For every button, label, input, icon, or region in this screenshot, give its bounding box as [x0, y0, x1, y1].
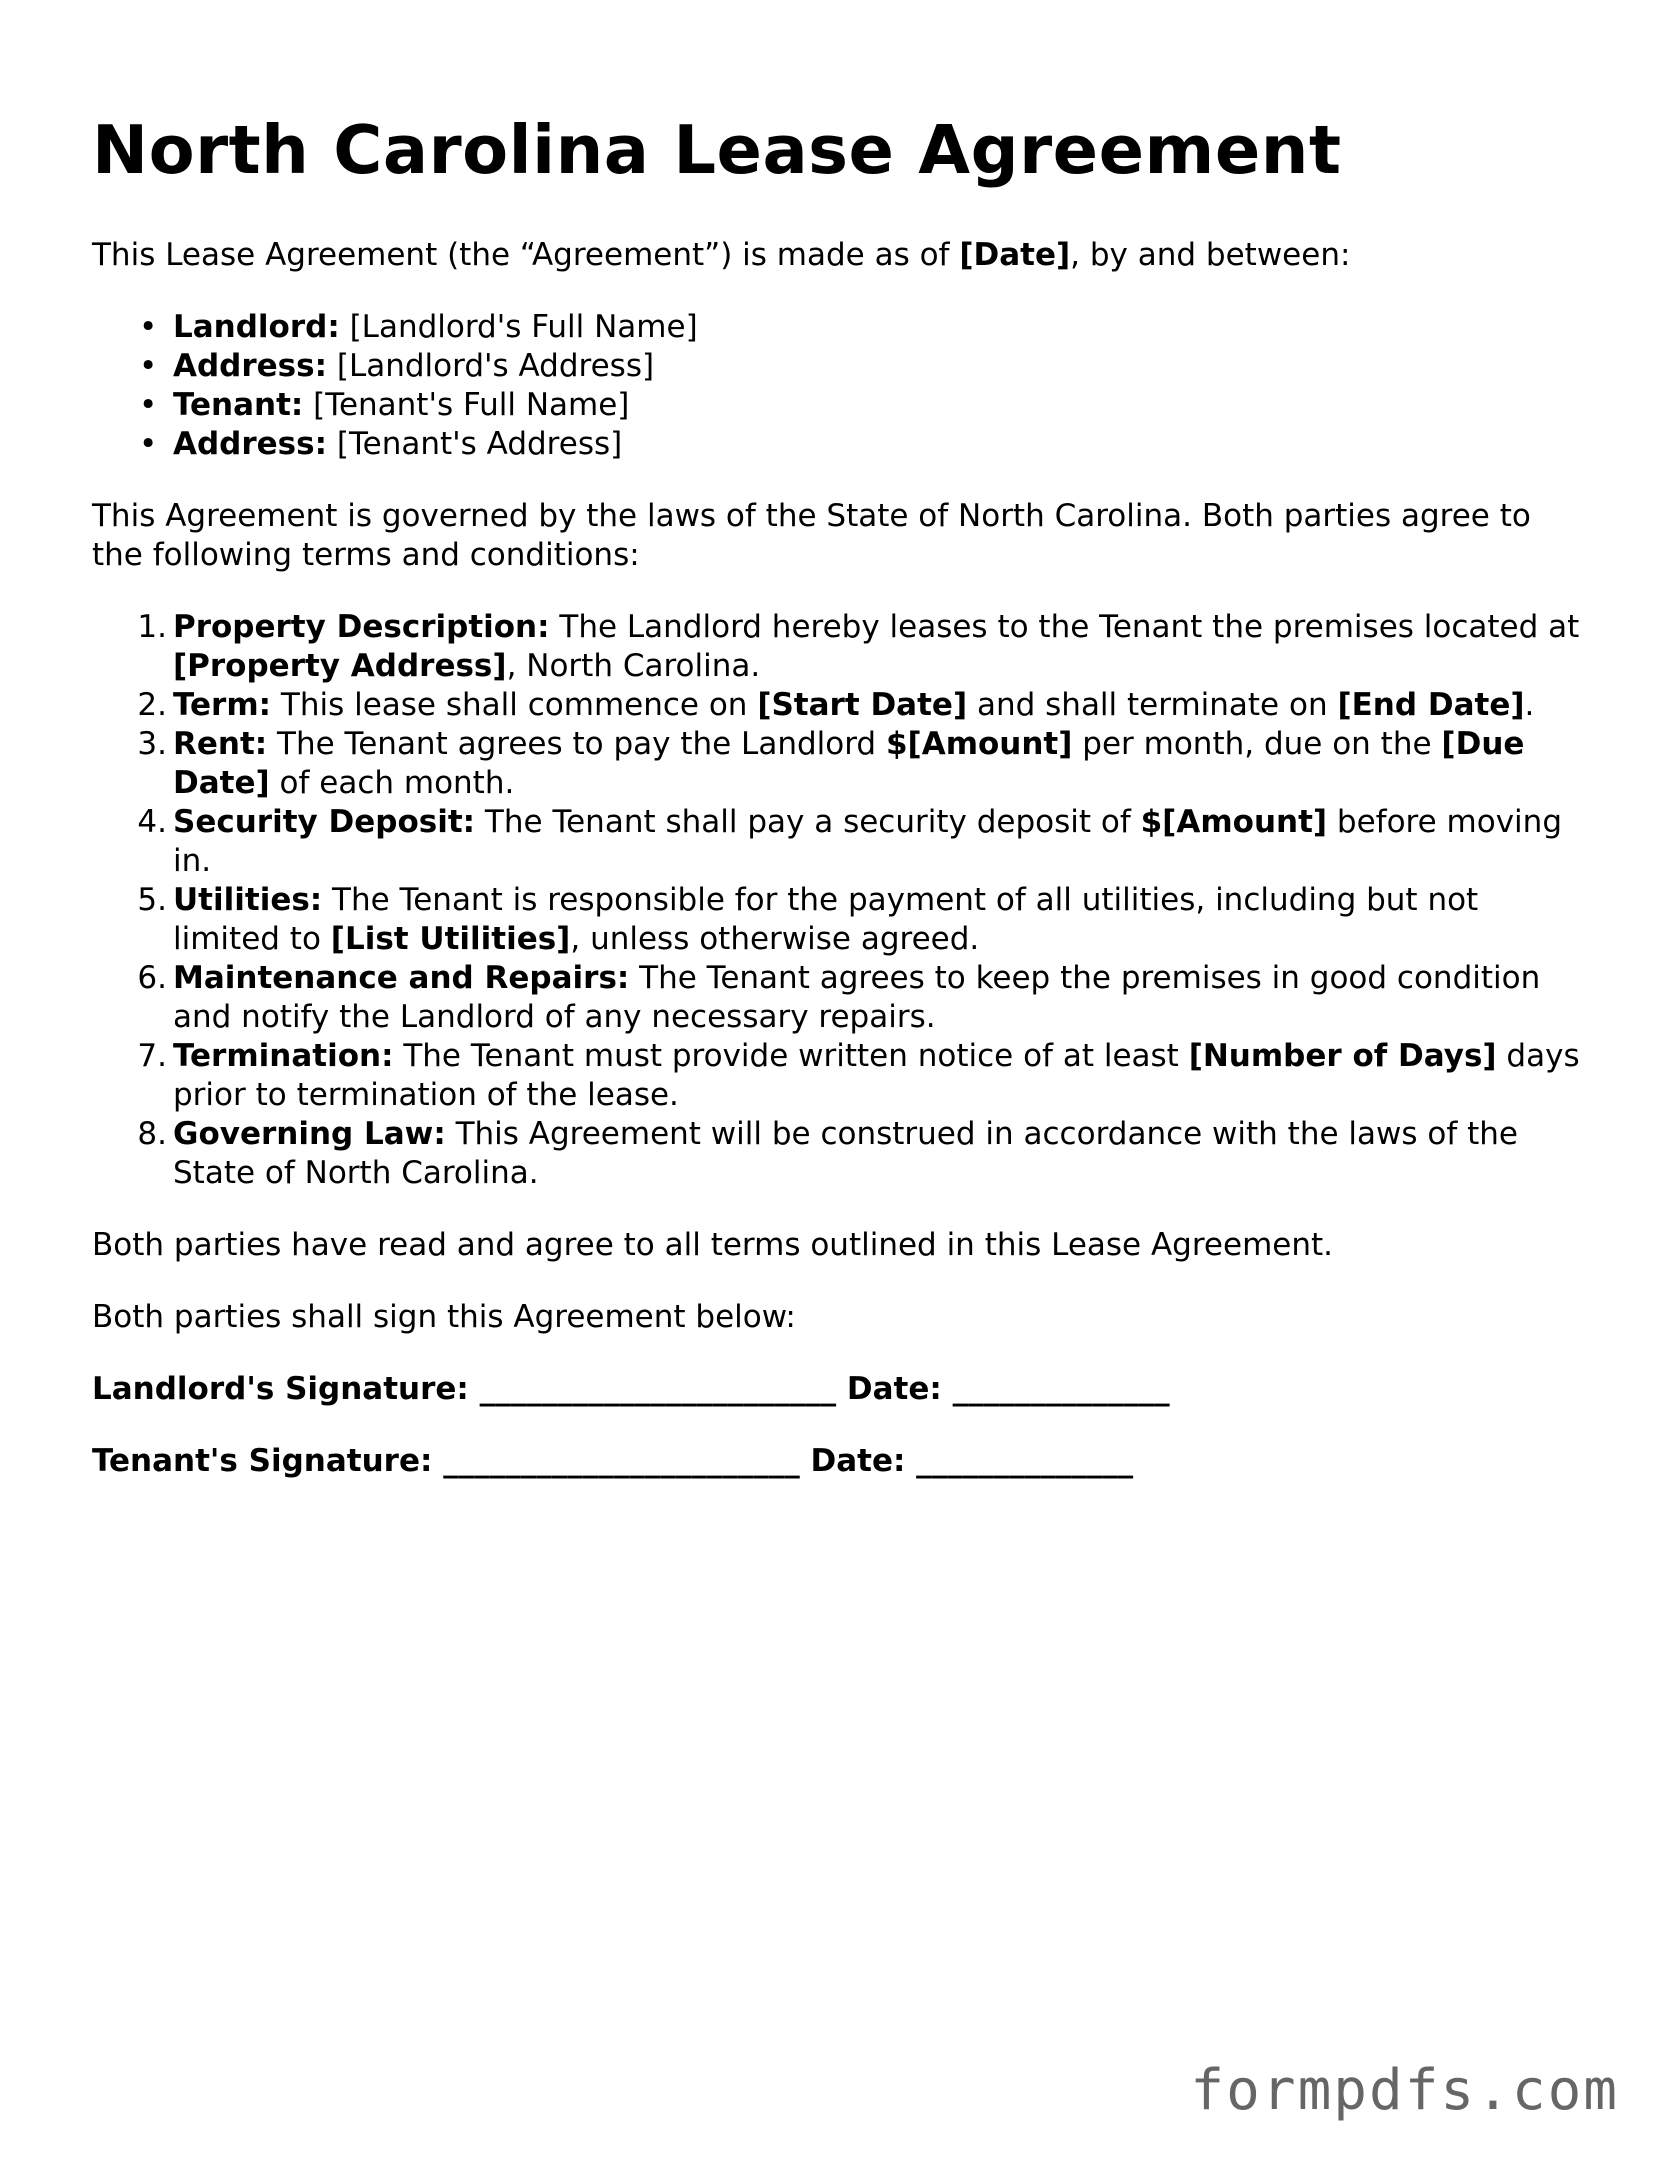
tenant-date-field[interactable]: ______________ [916, 1443, 1134, 1479]
term-item-term [137, 686, 1582, 725]
date-label: Date: [799, 1443, 917, 1479]
party-value: [Tenant's Full Name] [303, 387, 630, 423]
landlord-signature-field[interactable]: _______________________ [479, 1371, 837, 1407]
term-placeholder: [Property Address] [173, 648, 507, 684]
term-text: of each month. [269, 765, 515, 801]
term-number: 7. [137, 1038, 167, 1074]
party-label: Address: [173, 426, 327, 462]
term-item-security-deposit [137, 803, 1582, 881]
term-text: The Tenant agrees to pay the Landlord [267, 726, 886, 762]
term-text: The Tenant is responsible for the payment of all utilities, including but not limited to [173, 882, 1479, 957]
party-item-landlord [173, 308, 1582, 347]
tenant-signature-row [92, 1442, 1582, 1481]
term-label: Maintenance and Repairs: [173, 960, 630, 996]
party-value: [Landlord's Full Name] [339, 309, 698, 345]
intro-text-after: , by and between: [1070, 237, 1351, 273]
term-number: 4. [137, 804, 167, 840]
term-placeholder: [End Date] [1337, 687, 1525, 723]
party-label: Address: [173, 348, 327, 384]
agreement-statement: Both parties have read and agree to all terms outlined in this Lease Agreement. [92, 1227, 1333, 1263]
term-number: 6. [137, 960, 167, 996]
term-placeholder: [Number of Days] [1188, 1038, 1497, 1074]
party-value: [Landlord's Address] [327, 348, 655, 384]
signature-label: Landlord's Signature: [92, 1371, 480, 1407]
term-number: 8. [137, 1116, 167, 1152]
party-item-tenant [173, 386, 1582, 425]
term-number: 1. [137, 609, 167, 645]
term-number: 5. [137, 882, 167, 918]
term-text: , unless otherwise agreed. [570, 921, 980, 957]
intro-text-before: This Lease Agreement (the “Agreement”) is made as of [92, 237, 960, 273]
party-label: Landlord: [173, 309, 340, 345]
term-text: before moving in. [173, 804, 1562, 879]
term-item-maintenance [137, 959, 1582, 1037]
term-text: , North Carolina. [506, 648, 761, 684]
party-item-landlord-address [173, 347, 1582, 386]
term-label: Governing Law: [173, 1116, 446, 1152]
term-item-termination [137, 1037, 1582, 1115]
term-item-governing-law [137, 1115, 1582, 1193]
date-placeholder: [Date] [959, 237, 1071, 273]
term-text: . [1524, 687, 1535, 723]
term-label: Termination: [173, 1038, 394, 1074]
term-item-rent [137, 725, 1582, 803]
term-label: Security Deposit: [173, 804, 476, 840]
term-text: and shall terminate on [967, 687, 1338, 723]
signature-label: Tenant's Signature: [92, 1443, 444, 1479]
landlord-signature-row [92, 1370, 1582, 1409]
term-placeholder: [Start Date] [757, 687, 968, 723]
term-text: The Landlord hereby leases to the Tenant the premises located at [549, 609, 1580, 645]
term-item-utilities [137, 881, 1582, 959]
party-value: [Tenant's Address] [327, 426, 623, 462]
term-text: The Tenant shall pay a security deposit of [475, 804, 1141, 840]
term-text: This Agreement will be construed in accordance with the laws of the State of North Carolina. [173, 1116, 1518, 1191]
watermark: formpdfs.com [1190, 2058, 1619, 2123]
term-text: per month, due on the [1072, 726, 1442, 762]
term-number: 2. [137, 687, 167, 723]
party-label: Tenant: [173, 387, 304, 423]
term-label: Property Description: [173, 609, 550, 645]
intro-paragraph [92, 236, 1582, 275]
terms-list [92, 608, 1582, 1193]
term-number: 3. [137, 726, 167, 762]
term-item-property-description [137, 608, 1582, 686]
parties-list [92, 308, 1582, 464]
landlord-date-field[interactable]: ______________ [952, 1371, 1170, 1407]
tenant-signature-field[interactable]: _______________________ [443, 1443, 800, 1479]
term-placeholder: [List Utilities] [330, 921, 571, 957]
term-placeholder: $[Amount] [885, 726, 1073, 762]
sign-instruction: Both parties shall sign this Agreement below: [92, 1299, 796, 1335]
term-placeholder: $[Amount] [1140, 804, 1328, 840]
lease-document [92, 110, 1582, 1514]
term-text: The Tenant agrees to keep the premises in good condition and notify the Landlord of any necessary repairs. [173, 960, 1541, 1035]
governing-intro-paragraph: This Agreement is governed by the laws of the State of North Carolina. Both parties agree to the following terms and conditions: [92, 498, 1531, 573]
term-text: days prior to termination of the lease. [173, 1038, 1580, 1113]
term-placeholder: [Due Date] [173, 726, 1525, 801]
term-text: This lease shall commence on [271, 687, 758, 723]
date-label: Date: [836, 1371, 953, 1407]
term-text: The Tenant must provide written notice of at least [393, 1038, 1189, 1074]
party-item-tenant-address [173, 425, 1582, 464]
term-label: Term: [173, 687, 272, 723]
term-label: Rent: [173, 726, 268, 762]
document-title: North Carolina Lease Agreement [92, 111, 1342, 189]
term-label: Utilities: [173, 882, 323, 918]
